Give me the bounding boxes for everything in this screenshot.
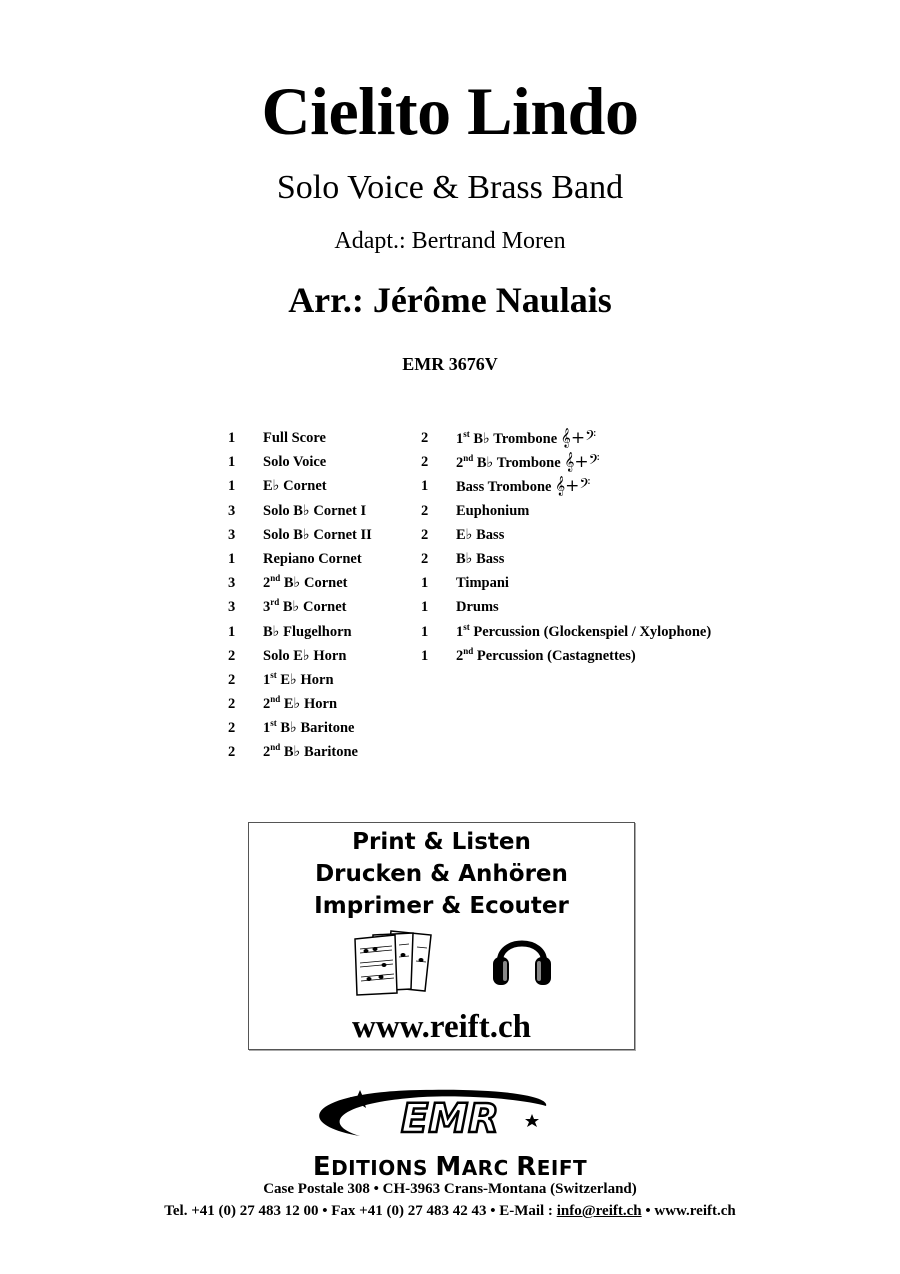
part-label: E♭ Horn	[276, 671, 334, 688]
part-quantity: 1	[421, 575, 429, 592]
part-name	[456, 476, 590, 500]
part-ordinal-suffix: st	[270, 718, 277, 729]
part-name	[263, 742, 358, 766]
part-row	[421, 549, 711, 573]
headphones-icon	[490, 923, 554, 989]
catalog-number: EMR 3676V	[402, 354, 498, 374]
part-row	[228, 670, 372, 694]
part-quantity: 2	[421, 526, 429, 543]
part-quantity: 1	[228, 623, 236, 640]
part-name	[263, 549, 362, 573]
part-label: Euphonium	[456, 502, 530, 519]
part-label: Full Score	[263, 430, 326, 446]
part-quantity: 3	[228, 526, 236, 543]
part-row	[421, 597, 711, 621]
part-name	[456, 646, 636, 670]
star-icon	[525, 1114, 539, 1127]
part-quantity: 1	[421, 623, 429, 640]
part-label: Solo B♭ Cornet I	[263, 502, 367, 519]
subtitle: Solo Voice & Brass Band	[276, 169, 624, 206]
part-row	[228, 718, 372, 742]
clef-icon: 𝄞+𝄢	[564, 452, 600, 473]
part-quantity: 2	[228, 744, 236, 761]
part-ordinal-suffix: nd	[463, 453, 474, 464]
part-quantity: 2	[421, 430, 429, 446]
part-quantity: 1	[421, 478, 429, 495]
part-label: E♭ Cornet	[263, 478, 327, 495]
part-row	[421, 501, 711, 525]
part-name	[456, 428, 596, 452]
part-row	[228, 742, 372, 766]
part-name	[263, 597, 347, 621]
clef-icon: 𝄞+𝄢	[560, 428, 597, 448]
part-row	[228, 646, 372, 670]
part-name	[263, 573, 348, 597]
publisher-initial-m: M	[435, 1152, 462, 1182]
parts-list-right	[421, 428, 711, 670]
print-listen-line-en: Print & Listen	[352, 829, 531, 855]
part-name	[263, 501, 366, 525]
part-quantity: 1	[421, 647, 429, 664]
part-row	[228, 428, 372, 452]
part-label: B♭ Cornet	[280, 575, 348, 592]
part-label: B♭ Cornet	[279, 599, 347, 616]
part-ordinal: 2	[263, 696, 271, 713]
part-quantity: 2	[421, 502, 429, 519]
part-row	[421, 622, 711, 646]
phone-fax: Tel. +41 (0) 27 483 12 00 • Fax +41 (0) 27 483 42 43 • E-Mail :	[164, 1203, 557, 1219]
part-label: Solo Voice	[263, 454, 327, 471]
part-name	[456, 573, 509, 597]
part-label: E♭ Bass	[456, 526, 505, 543]
website-link[interactable]: • www.reift.ch	[641, 1203, 736, 1219]
part-row	[421, 428, 711, 452]
part-row	[421, 476, 711, 500]
part-ordinal-suffix: nd	[270, 742, 281, 753]
part-name	[456, 501, 529, 525]
part-label: B♭ Trombone	[469, 431, 558, 447]
website-url[interactable]: www.reift.ch	[351, 1009, 532, 1045]
publisher-word-2: ARC	[461, 1156, 517, 1180]
part-label: Repiano Cornet	[263, 550, 362, 567]
part-name	[456, 597, 499, 621]
part-quantity: 3	[228, 502, 236, 519]
sheet-music-icon	[351, 927, 441, 997]
publisher-address: Case Postale 308 • CH-3963 Crans-Montana (Switzerland)	[263, 1181, 637, 1197]
part-quantity: 2	[421, 550, 429, 567]
part-name	[456, 452, 600, 476]
emr-logo-text: EMR	[401, 1096, 499, 1142]
part-label: Bass Trombone	[456, 479, 552, 496]
part-row	[421, 452, 711, 476]
part-row	[228, 622, 372, 646]
part-quantity: 2	[228, 647, 236, 664]
part-label: Drums	[456, 599, 499, 616]
part-label: B♭ Bass	[456, 550, 505, 567]
part-quantity: 1	[421, 599, 429, 616]
part-quantity: 1	[228, 454, 236, 471]
part-ordinal-suffix: rd	[270, 597, 280, 608]
part-ordinal: 1	[456, 623, 464, 640]
clef-icon: 𝄞+𝄢	[555, 476, 591, 497]
part-row	[421, 646, 711, 670]
part-name	[263, 525, 372, 549]
part-quantity: 1	[228, 478, 236, 495]
part-ordinal-suffix: st	[463, 429, 470, 440]
part-name	[263, 718, 354, 742]
part-name	[263, 622, 352, 646]
part-row	[228, 476, 372, 500]
print-listen-box	[248, 822, 635, 1050]
part-name	[263, 428, 326, 452]
part-row	[228, 694, 372, 718]
part-name	[263, 694, 337, 718]
part-ordinal-suffix: nd	[463, 645, 474, 656]
part-row	[228, 549, 372, 573]
publisher-initial-e: E	[312, 1152, 332, 1182]
part-label: Percussion (Glockenspiel / Xylophone)	[469, 623, 712, 640]
part-name	[263, 476, 327, 500]
part-ordinal: 2	[263, 575, 271, 592]
part-name	[263, 646, 346, 670]
part-name	[456, 622, 711, 646]
publisher-word-3: EIFT	[536, 1156, 588, 1180]
publisher-contact	[0, 1203, 900, 1220]
part-ordinal-suffix: st	[463, 621, 470, 632]
part-quantity: 2	[228, 720, 236, 737]
part-name	[456, 525, 504, 549]
adaptation-credit: Adapt.: Bertrand Moren	[334, 228, 566, 254]
part-quantity: 2	[228, 696, 236, 713]
part-label: B♭ Trombone	[473, 455, 561, 472]
arranger-credit: Arr.: Jérôme Naulais	[288, 280, 612, 320]
part-quantity: 2	[421, 454, 429, 471]
part-label: Percussion (Castagnettes)	[473, 647, 636, 664]
emr-logo	[300, 1084, 600, 1146]
page-title: Cielito Lindo	[261, 73, 639, 149]
part-ordinal: 1	[263, 671, 271, 688]
part-ordinal: 3	[263, 599, 271, 616]
publisher-name	[0, 1152, 900, 1182]
part-ordinal: 2	[456, 455, 464, 472]
part-ordinal-suffix: st	[270, 670, 277, 681]
part-name	[456, 549, 504, 573]
part-row	[228, 501, 372, 525]
part-ordinal-suffix: nd	[270, 694, 281, 705]
part-ordinal: 1	[456, 431, 464, 447]
part-row	[421, 573, 711, 597]
print-listen-line-fr: Imprimer & Ecouter	[314, 893, 569, 919]
part-ordinal-suffix: nd	[270, 573, 281, 584]
part-row	[228, 452, 372, 476]
part-quantity: 3	[228, 575, 236, 592]
part-label: E♭ Horn	[280, 696, 338, 713]
part-quantity: 2	[228, 671, 236, 688]
publisher-word-1: DITIONS	[331, 1156, 436, 1180]
part-quantity: 3	[228, 599, 236, 616]
part-name	[263, 670, 334, 694]
part-name	[263, 452, 326, 476]
parts-list-left	[228, 428, 372, 767]
part-label: Solo B♭ Cornet II	[263, 526, 372, 543]
part-row	[228, 525, 372, 549]
part-quantity: 1	[228, 550, 236, 567]
part-label: B♭ Baritone	[276, 720, 355, 737]
part-row	[421, 525, 711, 549]
part-label: B♭ Flugelhorn	[263, 623, 352, 640]
part-row	[228, 597, 372, 621]
part-label: B♭ Baritone	[280, 744, 358, 761]
publisher-initial-r: R	[516, 1152, 537, 1182]
part-ordinal: 2	[263, 744, 271, 761]
part-quantity: 1	[228, 430, 236, 446]
part-ordinal: 2	[456, 647, 464, 664]
part-label: Timpani	[456, 575, 509, 592]
part-label: Solo E♭ Horn	[263, 647, 347, 664]
part-ordinal: 1	[263, 720, 271, 737]
print-listen-line-de: Drucken & Anhören	[315, 861, 568, 887]
part-row	[228, 573, 372, 597]
email-link[interactable]: info@reift.ch	[556, 1203, 642, 1219]
